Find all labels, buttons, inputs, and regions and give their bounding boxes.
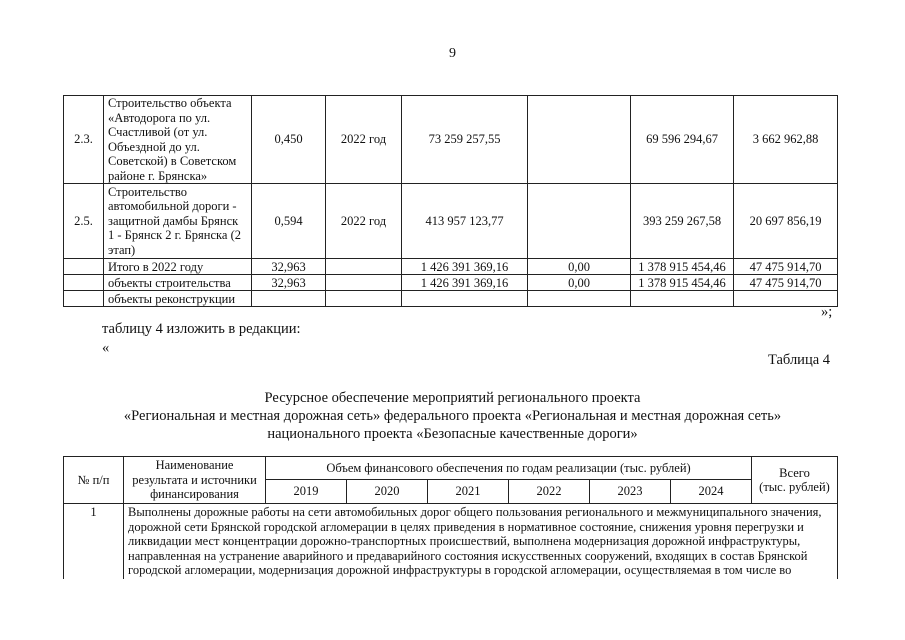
object-length: 0,594: [252, 184, 326, 259]
table-row: [64, 184, 838, 259]
summary-local: 0,00: [528, 275, 631, 291]
header-year: 2022: [509, 480, 590, 504]
local-amount: [528, 184, 631, 259]
description-line: ликвидации мест концентрации дорожно-транспортных происшествий, выполнена модернизация дорожной инфраструктуры,: [128, 534, 801, 548]
summary-year: [326, 259, 402, 275]
summary-label: Итого в 2022 году: [104, 259, 252, 275]
total-amount: 73 259 257,55: [402, 96, 528, 184]
table-row: [64, 504, 838, 579]
object-name-line: Строительство: [108, 184, 188, 199]
object-name-line: автомобильной дороги -: [108, 199, 237, 214]
object-name-line: 1 - Брянск 2 г. Брянска (2: [108, 228, 242, 243]
object-length: 0,450: [252, 96, 326, 184]
regional-amount: 3 662 962,88: [734, 96, 838, 184]
summary-length: [252, 291, 326, 307]
row-number: [64, 291, 104, 307]
header-year: 2020: [347, 480, 428, 504]
object-name-line: этап): [108, 242, 136, 257]
row-number: 2.3.: [64, 96, 104, 184]
object-name: [104, 96, 252, 184]
page-number: 9: [449, 46, 456, 61]
header-year: 2019: [266, 480, 347, 504]
object-name: [104, 184, 252, 259]
header-year: 2021: [428, 480, 509, 504]
total-amount: 413 957 123,77: [402, 184, 528, 259]
object-name-line: Советской) в Советском: [108, 154, 237, 168]
table-header-row: [64, 457, 838, 480]
summary-regional: 47 475 914,70: [734, 259, 838, 275]
summary-length: 32,963: [252, 259, 326, 275]
header-years-title: Объем финансового обеспечения по годам реализации (тыс. рублей): [266, 457, 752, 480]
object-name-line: Счастливой (от ул.: [108, 125, 208, 139]
object-year: 2022 год: [326, 96, 402, 184]
object-name-line: Объездной до ул.: [108, 139, 200, 154]
object-name-line: районе г. Брянска»: [108, 168, 208, 183]
table-label: Таблица 4: [768, 352, 831, 368]
summary-label: объекты строительства: [104, 275, 252, 291]
objects-table: [63, 95, 838, 307]
summary-local: [528, 291, 631, 307]
header-year: 2023: [590, 480, 671, 504]
header-name: [124, 457, 266, 504]
header-year: 2024: [671, 480, 752, 504]
header-total: [752, 457, 838, 504]
resource-table: [63, 456, 838, 579]
row-number: 2.5.: [64, 184, 104, 259]
header-name-line: финансирования: [150, 487, 239, 502]
object-year: 2022 год: [326, 184, 402, 259]
summary-year: [326, 291, 402, 307]
title-line: Ресурсное обеспечение мероприятий регионального проекта: [264, 390, 641, 406]
description-line: Выполнены дорожные работы на сети автомобильных дорог общего пользования регионального и межмуниципального значения,: [128, 505, 822, 519]
description-line: направленная на устранение аварийного и предаварийного состояния искусственных сооружений, входящих в состав Брянской: [128, 548, 808, 563]
object-name-line: «Автодорога по ул.: [108, 110, 211, 125]
row-number: [64, 275, 104, 291]
description-line: дорожной сети Брянской городской агломерации в целях приведения в нормативное состояние, снижения уровня перегрузки и: [128, 519, 804, 534]
summary-row: [64, 291, 838, 307]
federal-amount: 393 259 267,58: [631, 184, 734, 259]
summary-year: [326, 275, 402, 291]
object-name-line: защитной дамбы Брянск: [108, 213, 239, 228]
header-name-line: Наименование: [155, 458, 234, 473]
summary-federal: 1 378 915 454,46: [631, 259, 734, 275]
closing-quote: »;: [821, 304, 833, 320]
summary-total: [402, 291, 528, 307]
regional-amount: 20 697 856,19: [734, 184, 838, 259]
summary-row: [64, 259, 838, 275]
header-name-line: результата и источники: [132, 472, 257, 487]
title-line: национального проекта «Безопасные качественные дороги»: [267, 426, 638, 442]
federal-amount: 69 596 294,67: [631, 96, 734, 184]
table-title: [40, 389, 865, 443]
description-line: городской агломерации, модернизация дорожной инфраструктуры в городской агломерации, осуществляемая в том числе во: [128, 563, 792, 577]
summary-local: 0,00: [528, 259, 631, 275]
summary-label: объекты реконструкции: [104, 291, 252, 307]
summary-total: 1 426 391 369,16: [402, 275, 528, 291]
summary-row: [64, 275, 838, 291]
row-number: 1: [64, 504, 124, 579]
summary-federal: 1 378 915 454,46: [631, 275, 734, 291]
header-number: № п/п: [64, 457, 124, 504]
amendment-instruction: таблицу 4 изложить в редакции:: [102, 321, 301, 337]
header-total-line: Всего: [779, 465, 810, 480]
summary-regional: 47 475 914,70: [734, 275, 838, 291]
object-name-line: Строительство объекта: [108, 96, 232, 110]
result-description: [124, 504, 838, 579]
summary-length: 32,963: [252, 275, 326, 291]
title-line: «Региональная и местная дорожная сеть» федерального проекта «Региональная и местная дорожная сеть»: [123, 408, 782, 424]
local-amount: [528, 96, 631, 184]
row-number: [64, 259, 104, 275]
table-row: [64, 96, 838, 184]
opening-quote: «: [102, 340, 110, 356]
summary-total: 1 426 391 369,16: [402, 259, 528, 275]
header-total-line: (тыс. рублей): [759, 480, 830, 494]
summary-federal: [631, 291, 734, 307]
